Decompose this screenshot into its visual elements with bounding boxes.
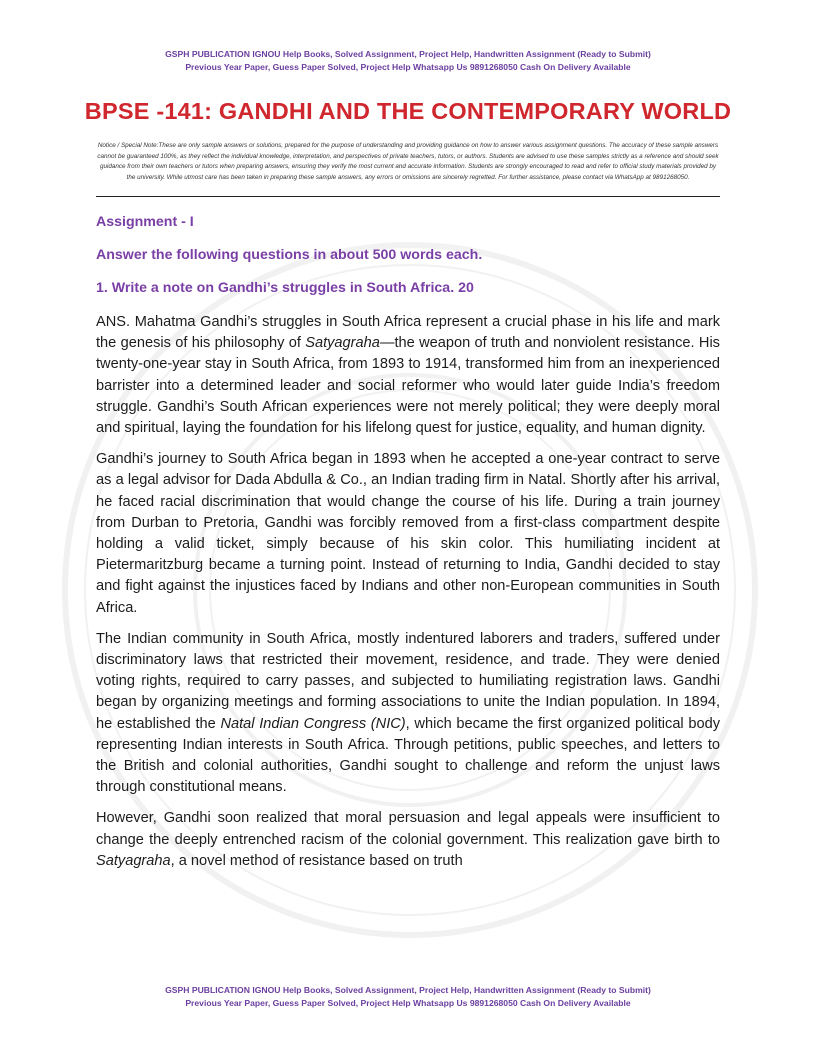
instruction-heading: Answer the following questions in about 500 words each. <box>96 247 483 263</box>
page-header <box>0 48 816 74</box>
question-heading: 1. Write a note on Gandhi’s struggles in South Africa. 20 <box>96 280 474 296</box>
paragraph-4-text-b: , a novel method of resistance based on truth <box>170 852 463 869</box>
paragraph-1-emphasis: Satyagraha <box>305 335 380 352</box>
header-line-1: GSPH PUBLICATION IGNOU Help Books, Solved Assignment, Project Help, Handwritten Assignment (Ready to Submit) <box>165 49 651 59</box>
divider-line <box>96 196 720 197</box>
main-content <box>96 203 720 872</box>
paragraph-4-text-a: However, Gandhi soon realized that moral persuasion and legal appeals were insufficient to change the deeply entrenched racism of the colonial government. This realization gave birth to <box>96 810 720 848</box>
paragraph-3-text-a: The Indian community in South Africa, mostly indentured laborers and traders, suffered under discriminatory laws that restricted their movement, residence, and trade. They were denied voting rights, required to carry passes, and subjected to humiliating registration laws. Gandhi began by organizing meetings and forming associations to unite the Indian population. In 1894, he established the <box>96 630 720 732</box>
footer-line-2: Previous Year Paper, Guess Paper Solved, Project Help Whatsapp Us 9891268050 Cash On Delivery Available <box>185 998 631 1008</box>
answer-paragraph-4 <box>96 808 720 872</box>
paragraph-1-text-a: ANS. Mahatma Gandhi’s struggles in South Africa represent a crucial phase in his life and mark the genesis of his philosophy of <box>96 314 720 352</box>
notice-text: Notice / Special Note:These are only sample answers or solutions, prepared for the purpose of understanding and providing guidance on how to answer various assignment questions. The accuracy of these sample answers cannot be guaranteed 100%, as they reflect the individual knowledge, interpretation, and perspectives of private teachers, tutors, or authors. Students are advised to use these samples strictly as a reference and should seek guidance from their own teachers or tutors when preparing answers, ensuring they verify the most current and accurate information. Students are strongly encouraged to read and refer to official study materials provided by the university. While utmost care has been taken in preparing these sample answers, any errors or omissions are sincerely regretted. For further assistance, please contact via WhatsApp at 9891268050. <box>97 142 719 181</box>
page-footer <box>0 984 816 1010</box>
answer-paragraph-1 <box>96 312 720 439</box>
paragraph-3-emphasis: Natal Indian Congress (NIC) <box>220 715 406 732</box>
header-line-2: Previous Year Paper, Guess Paper Solved, Project Help Whatsapp Us 9891268050 Cash On Delivery Available <box>185 62 631 72</box>
footer-line-1: GSPH PUBLICATION IGNOU Help Books, Solved Assignment, Project Help, Handwritten Assignment (Ready to Submit) <box>165 985 651 995</box>
answer-paragraph-2: Gandhi’s journey to South Africa began in 1893 when he accepted a one-year contract to serve as a legal advisor for Dada Abdulla & Co., an Indian trading firm in Natal. Shortly after his arrival, he faced racial discrimination that would change the course of his life. During a train journey from Durban to Pretoria, Gandhi was forcibly removed from a first-class compartment despite holding a valid ticket, simply because of his skin color. This humiliating incident at Pietermaritzburg became a turning point. Instead of returning to India, Gandhi decided to stay and fight against the injustices faced by Indians and other non-European communities in South Africa. <box>96 451 720 616</box>
document-title: BPSE -141: GANDHI AND THE CONTEMPORARY WORLD <box>84 98 732 124</box>
paragraph-4-emphasis: Satyagraha <box>96 852 171 869</box>
assignment-heading: Assignment - I <box>96 214 194 230</box>
answer-paragraph-3 <box>96 629 720 799</box>
paragraph-1-text-b: —the weapon of truth and nonviolent resistance. His twenty-one-year stay in South Africa, from 1893 to 1914, transformed him from an inexperienced barrister into a determined leader and social reformer who would later guide India’s freedom struggle. Gandhi’s South African experiences were not merely political; they were deeply moral and spiritual, laying the foundation for his lifelong quest for justice, equality, and human dignity. <box>96 335 720 437</box>
paragraph-3-text-b: , which became the first organized political body representing Indian interests in South Africa. Through petitions, public speeches, and letters to the British and colonial authorities, Gandhi sought to challenge and reform the unjust laws through constitutional means. <box>96 715 721 796</box>
